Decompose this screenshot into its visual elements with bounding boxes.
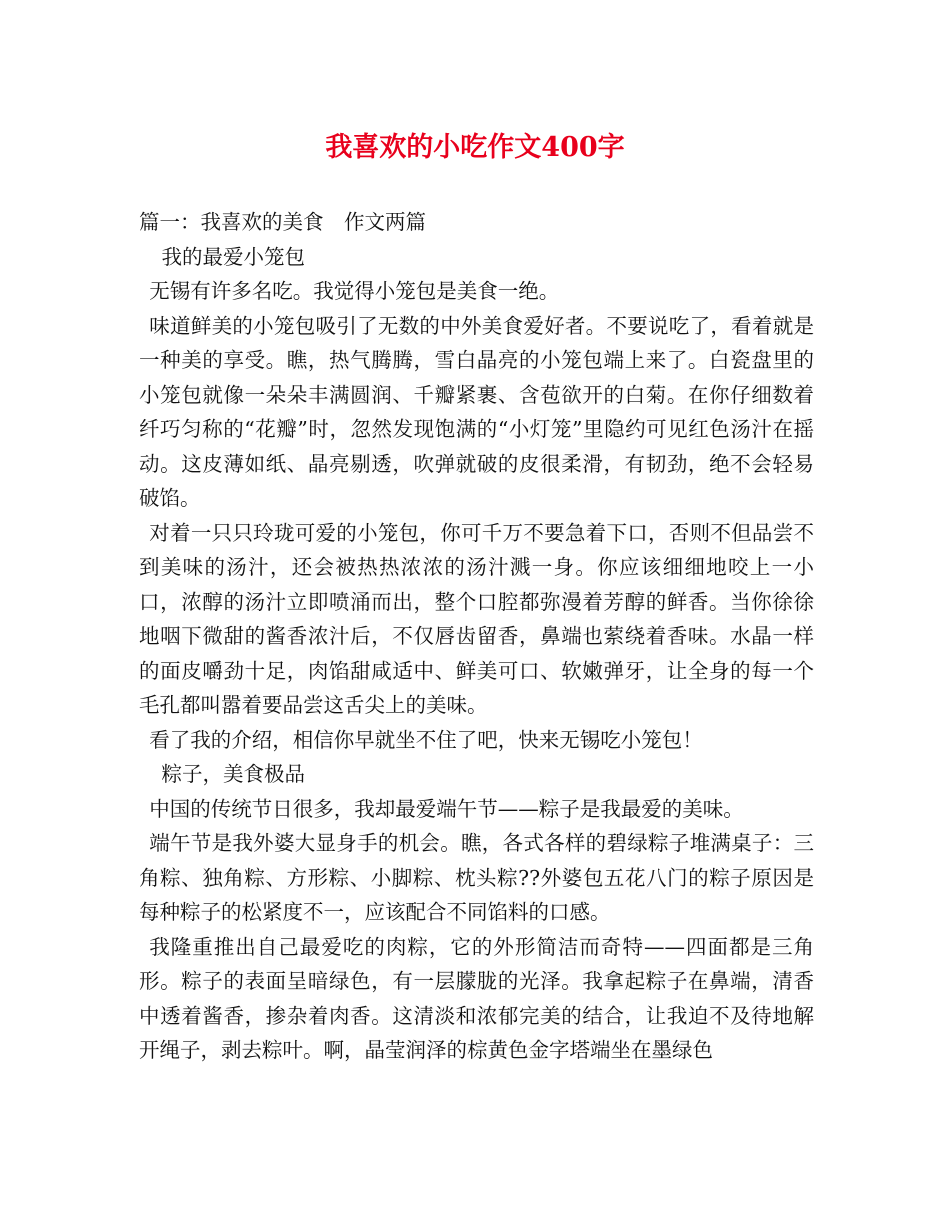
subheading-zongzi: 粽子，美食极品 — [161, 762, 306, 786]
paragraph: 看了我的介绍，相信你早就坐不住了吧，快来无锡吃小笼包！ — [149, 727, 703, 752]
subheading-xiaolongbao: 我的最爱小笼包 — [161, 244, 306, 269]
section-heading: 篇一：我喜欢的美食 作文两篇 — [139, 210, 426, 234]
document-title: 我喜欢的小吃作文400字 — [325, 132, 625, 163]
paragraph: 中国的传统节日很多，我却最爱端午节——粽子是我最爱的美味。 — [149, 796, 744, 821]
paragraph: 对着一只只玲珑可爱的小笼包，你可千万不要急着下口，否则不但品尝不到美味的汤汁，还会被热热浓浓的汤汁溅一身。你应该细细地咬上一小口，浓醇的汤汁立即喷涌而出，整个口腔都弥漫着芳醇的鲜香。当你徐徐地咽下微甜的酱香浓汁后，不仅唇齿留香，鼻端也萦绕着香味。水晶一样的面皮嚼劲十足，肉馅甜咸适中、鲜美可口、软嫩弹牙，让全身的每一个毛孔都叫嚣着要品尝这舌尖上的美味。 — [139, 520, 814, 717]
paragraph: 味道鲜美的小笼包吸引了无数的中外美食爱好者。不要说吃了，看着就是一种美的享受。瞧，热气腾腾，雪白晶亮的小笼包端上来了。白瓷盘里的小笼包就像一朵朵丰满圆润、千瓣紧裹、含苞欲开的白菊。在你仔细数着纤巧匀称的“花瓣”时，忽然发现饱满的“小灯笼”里隐约可见红色汤汁在摇动。这皮薄如纸、晶亮剔透，吹弹就破的皮很柔滑，有韧劲，绝不会轻易破馅。 — [139, 313, 814, 510]
paragraph: 我隆重推出自己最爱吃的肉粽，它的外形简洁而奇特——四面都是三角形。粽子的表面呈暗绿色，有一层朦胧的光泽。我拿起粽子在鼻端，清香中透着酱香，掺杂着肉香。这清淡和浓郁完美的结合，让我迫不及待地解开绳子，剥去粽叶。啊，晶莹润泽的棕黄色金字塔端坐在墨绿色 — [139, 934, 814, 1062]
document-body — [139, 205, 814, 1068]
paragraph: 端午节是我外婆大显身手的机会。瞧，各式各样的碧绿粽子堆满桌子：三角粽、独角粽、方形粽、小脚粽、枕头粽??外婆包五花八门的粽子原因是每种粽子的松紧度不一，应该配合不同馅料的口感。 — [139, 831, 814, 924]
paragraph: 无锡有许多名吃。我觉得小笼包是美食一绝。 — [149, 279, 560, 303]
